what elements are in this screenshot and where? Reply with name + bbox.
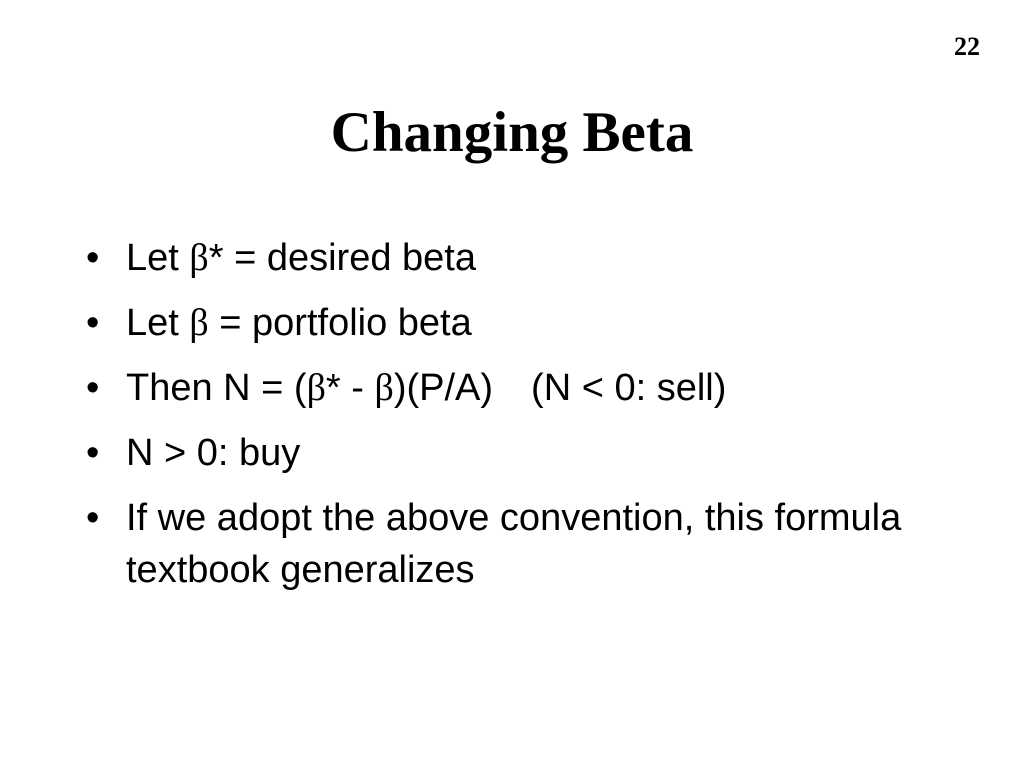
bullet-text: Let <box>126 237 190 279</box>
beta-symbol: β <box>374 367 394 409</box>
bullet-dot: • <box>86 432 100 474</box>
bullet-dot: • <box>86 367 100 409</box>
bullet-text: Then N = ( <box>126 367 307 409</box>
bullet-item <box>80 427 960 479</box>
bullet-text: * = desired beta <box>208 237 476 279</box>
beta-symbol: β <box>189 237 209 279</box>
bullet-item <box>80 232 960 284</box>
bullet-dot: • <box>86 497 100 539</box>
bullet-dot: • <box>86 237 100 279</box>
beta-symbol: β <box>189 302 209 344</box>
bullet-text: If we adopt the above convention, this formula textbook generalizes <box>126 497 902 591</box>
bullet-text: Let <box>126 302 190 344</box>
page-number: 22 <box>954 32 980 61</box>
bullet-item <box>80 297 960 349</box>
slide-title: Changing Beta <box>330 101 694 164</box>
bullet-list <box>80 232 960 609</box>
bullet-text: * - <box>325 367 375 409</box>
bullet-note: (N < 0: sell) <box>531 367 727 409</box>
bullet-item <box>80 362 960 414</box>
bullet-item <box>80 492 960 596</box>
bullet-text: = portfolio beta <box>208 302 472 344</box>
bullet-dot: • <box>86 302 100 344</box>
bullet-text: N > 0: buy <box>126 432 301 474</box>
beta-symbol: β <box>306 367 326 409</box>
bullet-text: )(P/A) <box>393 367 494 409</box>
